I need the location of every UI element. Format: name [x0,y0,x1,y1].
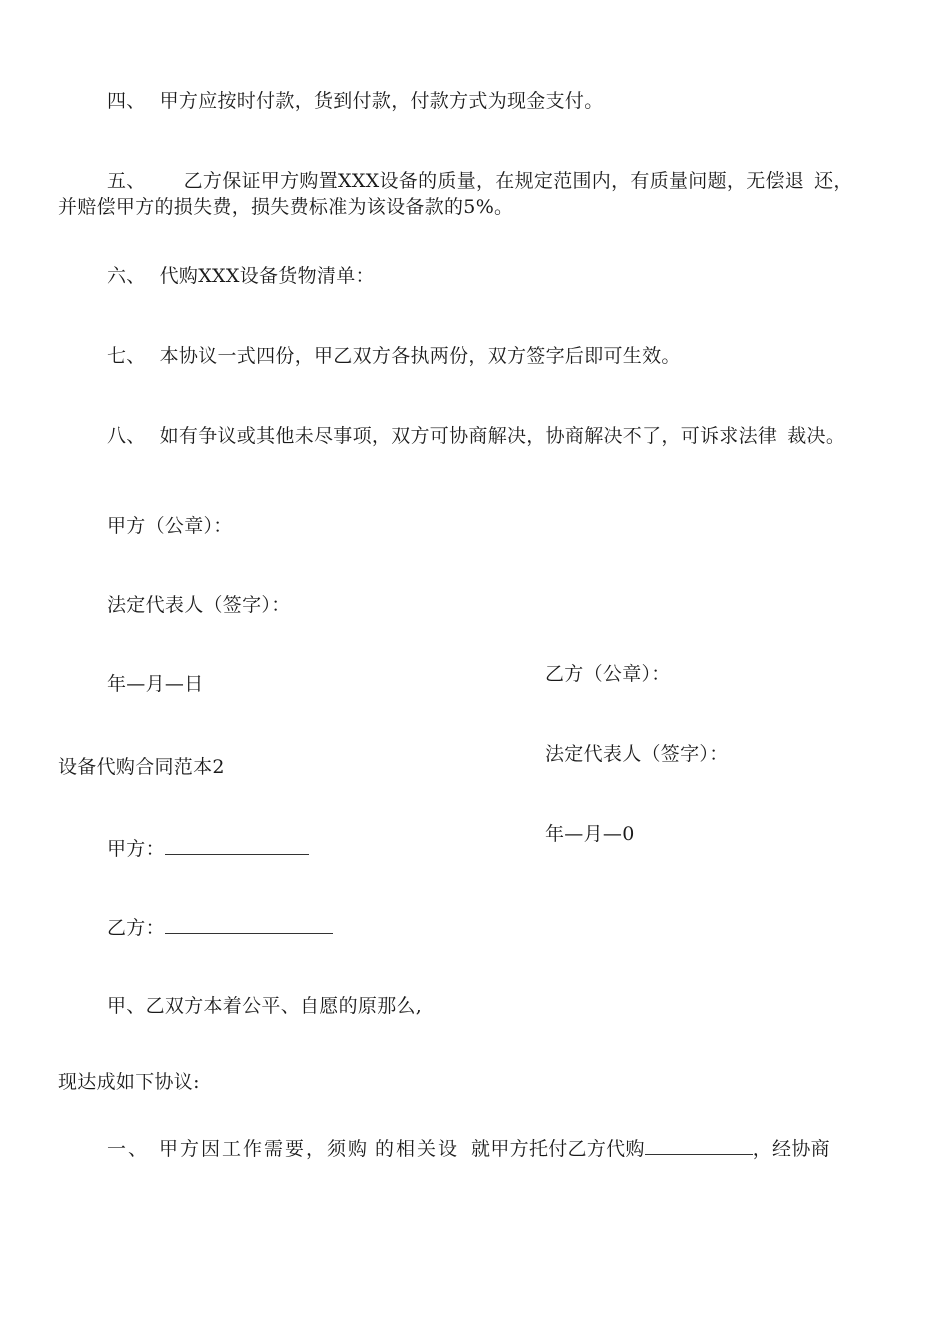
party-b-representative-label: 法定代表人（签字）： [545,743,729,765]
clause-1-text-d: ，经协商 [752,1138,830,1160]
party-b-date-label: 年—月—0 [545,823,635,845]
clause-5-line2: 并赔偿甲方的损失费，损失费标准为该设备款的5%。 [58,196,514,218]
clause-4-number: 四、 [107,90,146,112]
contract-2-party-b [107,915,333,940]
clause-7 [107,344,681,368]
party-b-name-blank[interactable] [165,915,333,934]
clause-7-number: 七、 [107,345,146,367]
party-a-label: 甲方： [107,838,165,860]
party-a-name-blank[interactable] [165,836,309,855]
clause-1-text-b: 的相关设 [375,1138,460,1160]
clause-1-text-c: 就甲方托付乙方代购 [471,1138,645,1160]
contract-2-intro: 甲、乙双方本着公平、自愿的原那么, [107,995,423,1017]
clause-1-number: 一、 [107,1138,150,1160]
clause-1-text-a: 甲方因工作需要，须购 [159,1138,370,1160]
clause-5-text-tail: 还， [814,170,853,192]
contract-2-title: 设备代购合同范本2 [58,756,225,778]
clause-6 [107,264,375,288]
clause-6-number: 六、 [107,265,146,287]
party-a-seal-label: 甲方（公章）： [107,515,233,537]
clause-4 [107,89,604,113]
clause-8-number: 八、 [107,425,146,447]
clause-5-text: 乙方保证甲方购置XXX设备的质量，在规定范围内，有质量问题，无偿退 [183,170,805,192]
party-a-date-label: 年—月—日 [107,673,204,695]
party-b-seal-label: 乙方（公章）： [545,663,671,685]
clause-6-text: 代购XXX设备货物清单： [159,265,375,287]
contract-2-clause-1 [107,1136,830,1161]
party-b-label: 乙方： [107,917,165,939]
clause-5 [107,169,853,193]
clause-1-item-blank[interactable] [645,1136,753,1155]
clause-8-text: 如有争议或其他未尽事项，双方可协商解决，协商解决不了，可诉求法律 [159,425,778,447]
clause-8 [107,424,845,448]
clause-5-number: 五、 [107,170,146,192]
clause-8-text-tail: 裁决。 [787,425,846,447]
contract-2-party-a [107,836,309,861]
clause-7-text: 本协议一式四份，甲乙双方各执两份，双方签字后即可生效。 [159,345,681,367]
clause-4-text: 甲方应按时付款，货到付款，付款方式为现金支付。 [159,90,604,112]
party-a-representative-label: 法定代表人（签字）： [107,594,291,616]
contract-2-intro-line2: 现达成如下协议: [58,1071,200,1093]
